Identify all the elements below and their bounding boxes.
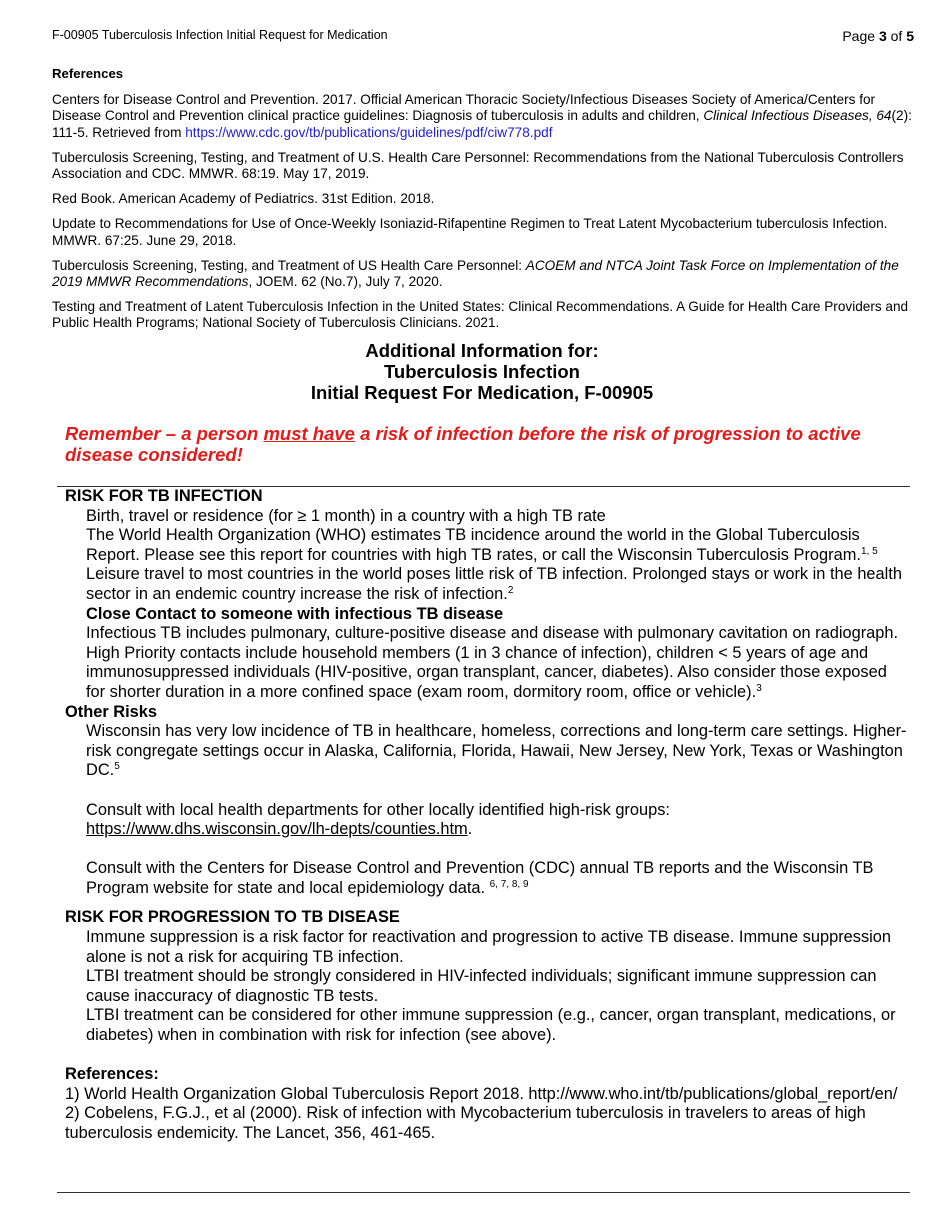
counties-link[interactable]: https://www.dhs.wisconsin.gov/lh-depts/counties.htm bbox=[86, 820, 468, 839]
other-risks-text: Wisconsin has very low incidence of TB in healthcare, homeless, corrections and long-term care settings. Higher-risk congregate settings occur in Alaska, California, Florida, Hawaii, New Jersey, New York, Texas or Washington DC.$^5$ bbox=[86, 722, 907, 780]
page-of: of bbox=[886, 28, 907, 44]
risk-infection-heading: RISK FOR TB INFECTION bbox=[65, 487, 263, 505]
consult-local-text: Consult with local health departments for other locally identified high-risk groups: bbox=[86, 800, 670, 819]
page-current: 3 bbox=[878, 28, 887, 44]
form-header-title: F-00905 Tuberculosis Infection Initial Request for Medication bbox=[52, 28, 388, 42]
risk-infection-birth: Birth, travel or residence (for ≥ 1 month) in a country with a high TB rate bbox=[86, 506, 606, 525]
divider-bottom bbox=[57, 1192, 910, 1193]
page-total: 5 bbox=[906, 28, 914, 44]
other-risks-heading: Other Risks bbox=[65, 702, 158, 721]
reference-item: Centers for Disease Control and Prevention. 2017. Official American Thoracic Society/Infectious Diseases Society of America/Centers for Disease Control and Prevention clinical practice guidelines: Diagnosis of tuberculosis in adults and children, Clinical Infectious Diseases, 64(2): 111-5. Retrieved from https://www.cdc.gov/tb/publications/guidelines/pdf/ciw778.pdf bbox=[52, 92, 912, 140]
references-section bbox=[52, 66, 914, 341]
page-number bbox=[842, 28, 914, 44]
page-prefix: Page bbox=[842, 28, 879, 44]
risk-progression-heading: RISK FOR PROGRESSION TO TB DISEASE bbox=[65, 908, 400, 927]
reference-item: Tuberculosis Screening, Testing, and Treatment of U.S. Health Care Personnel: Recommendations from the National Tuberculosis Controllers Association and CDC. MMWR. 68:19. May 17, 2019. bbox=[52, 149, 904, 182]
remember-note: Remember – a person must have a risk of infection before the risk of progression to active disease considered! bbox=[65, 423, 861, 465]
risk-info-box bbox=[65, 487, 910, 1144]
close-contact-heading: Close Contact to someone with infectious TB disease bbox=[86, 604, 504, 623]
reference-item: Red Book. American Academy of Pediatrics. 31st Edition. 2018. bbox=[52, 191, 435, 207]
progression-hiv: LTBI treatment should be strongly considered in HIV-infected individuals; significant immune suppression can cause inaccuracy of diagnostic TB tests. bbox=[86, 967, 877, 1005]
reference-item: Tuberculosis Screening, Testing, and Treatment of US Health Care Personnel: ACOEM and NTCA Joint Task Force on Implementation of the 2019 MMWR Recommendations, JOEM. 62 (No.7), July 7, 2020. bbox=[52, 257, 899, 290]
reference-bottom-item: 1) World Health Organization Global Tuberculosis Report 2018. http://www.who.int/tb/publications/global_report/en/ bbox=[65, 1084, 898, 1103]
cdc-guidelines-link[interactable]: https://www.cdc.gov/tb/publications/guidelines/pdf/ciw778.pdf bbox=[185, 124, 553, 140]
references-title: References bbox=[52, 66, 124, 81]
progression-other: LTBI treatment can be considered for other immune suppression (e.g., cancer, organ transplant, medications, or diabetes) when in combination with risk for infection (see above). bbox=[86, 1006, 896, 1045]
reference-bottom-item: 2) Cobelens, F.G.J., et al (2000). Risk of infection with Mycobacterium tuberculosis in travelers to areas of high tuberculosis endemicity. The Lancet, 356, 461-465. bbox=[65, 1104, 866, 1142]
reference-item: Testing and Treatment of Latent Tuberculosis Infection in the United States: Clinical Recommendations. A Guide for Health Care Providers and Public Health Programs; National Society of Tuberculosis Clinicians. 2021. bbox=[52, 299, 909, 331]
risk-infection-travel: Leisure travel to most countries in the world poses little risk of TB infection. Prolonged stays or work in the health sector in an endemic country increase the risk of infection.$^2$ bbox=[86, 565, 902, 603]
consult-local-link-line: https://www.dhs.wisconsin.gov/lh-depts/counties.htm. bbox=[86, 820, 473, 839]
consult-cdc-text: Consult with the Centers for Disease Control and Prevention (CDC) annual TB reports and the Wisconsin TB Program website for state and local epidemiology data. $^{6, 7, 8, 9}$ bbox=[86, 859, 874, 897]
progression-immune: Immune suppression is a risk factor for reactivation and progression to active TB disease. Immune suppression alone is not a risk for acquiring TB infection. bbox=[86, 928, 892, 966]
reference-item: Update to Recommendations for Use of Once-Weekly Isoniazid-Rifapentine Regimen to Treat Latent Mycobacterium tuberculosis Infection. MMWR. 67:25. June 29, 2018. bbox=[52, 216, 888, 248]
additional-info-title: Additional Information for: Tuberculosis Infection Initial Request For Medication, F-00905 bbox=[310, 340, 654, 403]
references-bottom-heading: References: bbox=[65, 1065, 159, 1084]
risk-infection-who: The World Health Organization (WHO) estimates TB incidence around the world in the Global Tuberculosis Report. Please see this report for countries with high TB rates, or call the Wisconsin Tuberculosis Program.$^{1, 5}$ bbox=[86, 526, 878, 564]
close-contact-text: Infectious TB includes pulmonary, culture-positive disease and disease with pulmonary cavitation on radiograph. High Priority contacts include household members (1 in 3 chance of infection), children < 5 years of age and immunosuppressed individuals (HIV-positive, organ transplant, cancer, diabetes). Also consider those exposed for shorter duration in a more confined space (exam room, dormitory room, office or vehicle).$^3$ bbox=[86, 624, 899, 701]
